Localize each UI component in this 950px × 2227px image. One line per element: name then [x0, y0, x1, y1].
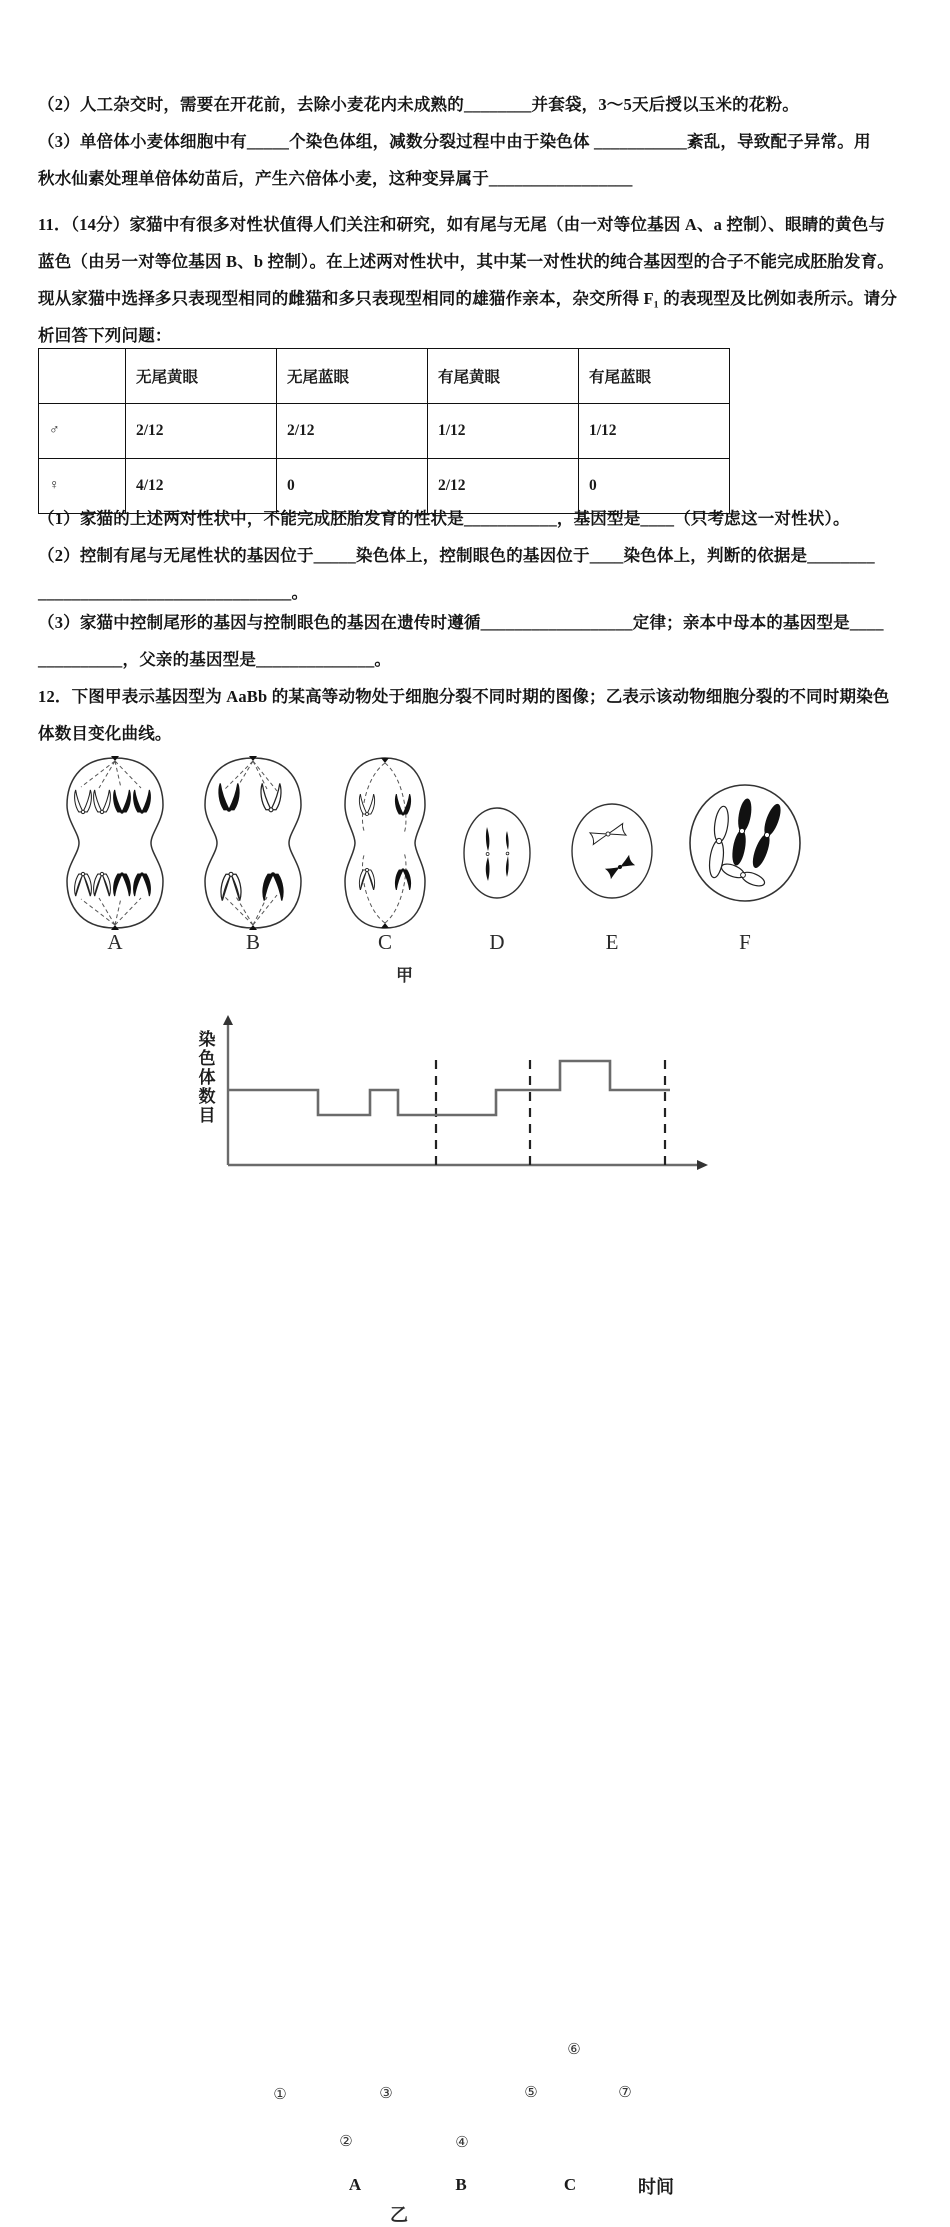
chart-segment-6: ⑥ — [567, 2040, 581, 2058]
cell-label-F: F — [739, 930, 751, 954]
cell-diagram-E — [572, 804, 652, 898]
table-body — [39, 404, 730, 514]
q11-stem-line4-text: 析回答下列问题： — [38, 326, 172, 345]
table-row — [39, 404, 730, 459]
cell-female-1: 4/12 — [126, 459, 277, 514]
chart-segment-7: ⑦ — [618, 2083, 632, 2101]
q11-sub3-line2-text: __________，父亲的基因型是______________。 — [38, 650, 392, 669]
q10-part2 — [38, 86, 918, 123]
q11-sub3-line2 — [38, 641, 928, 678]
figure-jia-cell-diagrams — [0, 748, 950, 998]
cell-diagrams-svg — [0, 748, 950, 948]
x-axis-arrow — [697, 1160, 708, 1170]
cell-label-E: E — [605, 930, 619, 954]
cell-label-B: B — [245, 930, 260, 954]
q11-stem-line1 — [38, 206, 928, 243]
q12-stem-line2-text: 体数目变化曲线。 — [38, 724, 172, 743]
q11-stem-line3-text: 现从家猫中选择多只表现型相同的雌猫和多只表现型相同的雄猫作亲本，杂交所得 F₁ 的表现型及比例如表所示。请分 — [38, 289, 898, 308]
chart-phase-label-B: B — [455, 2175, 467, 2194]
chart-axes — [223, 1015, 708, 1170]
phenotype-ratio-table — [38, 348, 730, 514]
row-female-symbol: ♀ — [39, 459, 126, 514]
q11-sub3-line1-text: （3）家猫中控制尾形的基因与控制眼色的基因在遗传时遵循__________________定律；亲本中母本的基因型是____ — [38, 613, 884, 632]
chart-x-axis-label: 时间 — [638, 2177, 674, 2197]
cell-diagram-C — [345, 758, 425, 928]
row-male-symbol: ♂ — [39, 404, 126, 459]
q10-part3-line2-text: 秋水仙素处理单倍体幼苗后，产生六倍体小麦，这种变异属于_________________ — [38, 169, 633, 188]
q12-stem-line1 — [38, 678, 933, 715]
q11-stem-line3 — [38, 280, 928, 317]
table-corner-cell — [39, 349, 126, 404]
table-header-col-3: 有尾黄眼 — [428, 349, 579, 404]
cell-male-1: 2/12 — [126, 404, 277, 459]
q11-stem-line2 — [38, 243, 928, 280]
cell-female-2: 0 — [277, 459, 428, 514]
q11-sub1 — [38, 500, 928, 537]
chart-y-axis-label: 染 色 体 数 目 — [198, 1030, 216, 1125]
cell-diagram-B — [205, 756, 301, 930]
q11-sub2-line1 — [38, 537, 933, 574]
cell-label-C: C — [377, 930, 392, 954]
chart-segment-4: ④ — [455, 2133, 469, 2151]
chart-segment-5: ⑤ — [524, 2083, 538, 2101]
table-header-col-1: 无尾黄眼 — [126, 349, 277, 404]
figure-yi-chart — [0, 1005, 950, 2225]
cell-label-D: D — [489, 930, 505, 954]
cell-male-4: 1/12 — [579, 404, 730, 459]
figure-jia-caption: 甲 — [396, 966, 413, 985]
cell-label-A: A — [107, 930, 123, 954]
cell-female-4: 0 — [579, 459, 730, 514]
table-header-row — [39, 349, 730, 404]
figure-yi-caption: 乙 — [390, 2205, 408, 2225]
q11-sub1-text: （1）家猫的上述两对性状中，不能完成胚胎发育的性状是___________，基因型是____（只考虑这一对性状）。 — [38, 509, 850, 528]
chart-phase-label-A: A — [348, 2175, 362, 2194]
table-header-col-4: 有尾蓝眼 — [579, 349, 730, 404]
chart-segment-2: ② — [339, 2132, 353, 2150]
q10-part2-text: （2）人工杂交时，需要在开花前，去除小麦花内未成熟的________并套袋，3～5天后授以玉米的花粉。 — [38, 95, 799, 114]
q11-sub2-line2-text: ______________________________。 — [38, 583, 309, 602]
y-axis-arrow — [223, 1015, 233, 1025]
q10-part3-line1-text: （3）单倍体小麦体细胞中有_____个染色体组，减数分裂过程中由于染色体 ___________紊乱，导致配子异常。用 — [38, 132, 871, 151]
cell-diagram-A — [67, 756, 163, 930]
chart-phase-dividers — [436, 1060, 665, 1165]
q11-stem-line1-text: 11．（14分）家猫中有很多对性状值得人们关注和研究，如有尾与无尾（由一对等位基因 A、a 控制）、眼睛的黄色与 — [38, 215, 886, 234]
q10-part3-line1 — [38, 123, 928, 160]
chromosome-count-chart-svg — [0, 1005, 950, 1205]
chart-segment-3: ③ — [379, 2084, 393, 2102]
chart-phase-label-C: C — [563, 2175, 577, 2194]
q12-stem-line1-text: 12．下图甲表示基因型为 AaBb 的某高等动物处于细胞分裂不同时期的图像；乙表示该动物细胞分裂的不同时期染色 — [38, 687, 890, 706]
q11-sub3-line1 — [38, 604, 933, 641]
cell-male-3: 1/12 — [428, 404, 579, 459]
q10-part3-line2 — [38, 160, 928, 197]
q11-sub2-line1-text: （2）控制有尾与无尾性状的基因位于_____染色体上，控制眼色的基因位于____染色体上，判断的依据是________ — [38, 546, 875, 565]
q11-stem-line2-text: 蓝色（由另一对等位基因 B、b 控制）。在上述两对性状中，其中某一对性状的纯合基因型的合子不能完成胚胎发育。 — [38, 252, 894, 271]
chart-segment-1: ① — [273, 2085, 287, 2103]
cell-female-3: 2/12 — [428, 459, 579, 514]
table-head — [39, 349, 730, 404]
cell-male-2: 2/12 — [277, 404, 428, 459]
q12-stem-line2 — [38, 715, 928, 752]
cell-diagram-F — [690, 785, 800, 901]
table-header-col-2: 无尾蓝眼 — [277, 349, 428, 404]
cell-diagram-D — [464, 808, 530, 898]
chart-step-line — [228, 1061, 670, 1115]
